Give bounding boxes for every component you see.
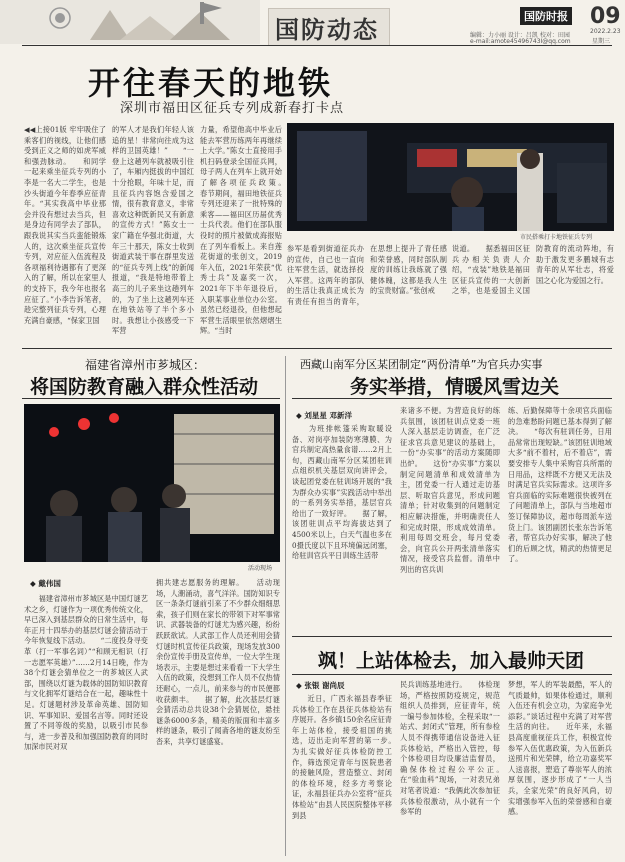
article4-rule [292,674,612,675]
byline-marker-icon: ◆ [30,579,39,588]
article1-photo [287,123,614,231]
lantern-photo-icon [24,404,280,562]
page-number: 09 [590,4,621,29]
article2-byline [30,578,61,589]
article1-col1: ◀◀上接01版 牢牢吸住了乘客们的视线，让他们感受到正义之师的如虎军威和强劲脉动。 和同学一起来乘坐征兵专列的小李是一名大二学生，也是沙头街道今年春季应征青年。“其实我高中毕业那会并没有想过去当兵，但是身边有同学去了部队，跟我说其实当兵蛮能锻炼人的，这次乘坐征兵宣传专列，对应征入伍流程及各项福利待遇都有了更深入的了解，所以在家里人的支持下，我今年也报名应征了。”小李告诉笔者，趁完整列征兵专列，心理充满自豪感，“保家卫国 [24,125,106,325]
byline-marker-icon: ◆ [296,681,305,690]
header-art-icon [0,0,260,44]
article4-byline-text: 张银 谢尚辰 [304,681,345,690]
article2-photo [24,404,280,562]
article3-col3: 练、后勤保障等十余项官兵面临的急难愁盼问题已基本得到了解决。 “每次有驻训任务，日用品常常出现短缺。”该团驻训地域大多“前不着村，后不着店”，需要安排专人集中采购官兵所需的日用品，这样既不方便又无法及时满足官兵实际需求。这项许多官兵面临的实际难题很快被列在了问题清单上，部队与当地超市签订保障协议，超市每周派车送货上门。该团副团长张东告诉笔者，帮官兵办好实事，解决了他们的后顾之忧，精武的热情更足了。 [508,406,612,564]
article2-col2: 拥共建志愿服务的理解。 活动现场，人潮涌动，喜气洋洋。国防知识专区一条条灯谜前引来了不少群众细细思索，孩子们则在家长的带领下对军事常识、武器装备的灯谜尤为感兴趣，纷纷跃跃欲试。人武部工作人员还利用会猜灯谜时机宣传征兵政策，现场发放300余份宣传手册及宣传单，一位大学生现场表示，主要是想过来看看一下大学生入伍的政策，没想到工作人员不仅热情还耐心，一点儿，前来参与的市民便都收获颇丰。 据了解，此次基层灯谜会猜活动总共设38个会猜展位，悬挂谜条6000多条，精美的版面和丰富多样的谜条，吸引了闻斋各地的谜友纷至沓来，共享灯谜盛宴。 [156,578,280,746]
article3-title: 务实举措，情暖风雪边关 [350,376,560,398]
byline-marker-icon: ◆ [296,411,305,420]
article1-col2: 的军人才是我们年轻人该追的星！非常向往成为这样的卫国英雄！” “一登上这趟列车就被吸引住了，车厢内挺拔的中国红十分抢眼，年味十足，而且征兵内容饱含爱国之情，很有教育意义，非常喜欢这种既新民又有新意的宣传方式！”陈女士一家广籍在华强北街道，大年三十那天，陈女士收到街道武装干事在群里发送的“征兵专列上线”的新闻报道，“我是特地带着上高三的儿子来坐这趟列车的，为了坐上这趟列车还在地铁站等了半个多小时。我想让小孩感受一下军营 [112,125,194,336]
article2-kicker: 福建省漳州市芗城区： [85,358,206,372]
article1-col3: 力量，希望他高中毕业后能去军营历练两年再继续上大学。”陈女士直接用手机扫码登录全国征兵网，母子两人在列车上就开始了解各项征兵政策。 春节期间，福田地铁征兵专列还迎来了一批特殊的乘客——福田区历届优秀士兵代表。他们在部队服役时的照片被做成海报贴在了列车看板上。来自莲花街道的张创文，2019年入伍，2021年荣获“优秀士兵”及嘉奖一次，2021年下半年退役后，入职某事业单位办公室。虽然已经退役，但他想起军营生活眼里依然熠熠生辉。“当时 [200,125,282,336]
article3-rule [292,398,612,399]
paper-logo: 国防时报 [520,7,572,25]
article2-title: 将国防教育融入群众性活动 [30,376,259,398]
article2-col1: 福建省漳州市芗城区是中国灯谜艺术之乡，灯谜作为一项优秀传统文化，早已深入到基层群众的日常生活中，每年正月十四举办的基层灯谜会猜活动于今年恢复线下活动。 “二度投身寻变革（打一军事名词）”“和顾无相识（打一志愿军英雄）”……2月14日晚，作为38个灯谜会猜单位之一的芗城区人武部，围绕以灯谜为载体的国防知识教育与文化拥军灯谜结合在一起，趣味性十足。灯谜题材涉及革命英雄、国防知识、军事知识、爱国名言等。同时还设置了不同等级的奖励，以吸引市民参与，进一步普及和加强国防教育的同时加深市民对双 [24,594,148,752]
article2-byline-text: 戴伟国 [38,579,61,588]
column-divider [285,356,286,856]
article1-subtitle: 深圳市福田区征兵专列成新春打卡点 [120,101,345,116]
article1-rule [22,348,612,349]
issue-date: 2022.2.23 [590,28,621,35]
article4-col2: 民兵训练基地进行。 体检现场，严格按照防疫规定，规范组织人员排到，应征青年，统一编号参加体检，全程采取“一站式、封闭式”管理，所有参检人员不得携带通信设备进入征兵体检站，严格出入管控，每个体检项目均设廉洁监督员，确保体检过程公平公正。 在“验血科”现场，一对表兄弟对笔者说道：“我俩此次参加征兵体检很激动，从小就有一个参军的 [400,680,500,817]
section-title: 国防动态 [275,16,379,44]
article3-col1: 为班排帐篷采购取暖设备、对岗亭加装防寒薄膜、为官兵制定高热量食谱……2月上旬，西藏山南军分区某团驻训点组织机关基层双向讲评会，谈起团党委在驻训场开展的“我为群众办实事”实践活动中举出的一系列务实举措，基层官兵给出了一致好评。 据了解，该团驻训点平均海拔达到了4500米以上，白天气温也多在0摄氏度以下且环境偏远闭塞，给驻训官兵平日训练生活带 [292,424,392,561]
editors-line: 编辑：力小丽 设计：吕凯 校对：田园 [470,32,570,39]
article1-col5: 说道。 据悉福田区征兵办相关负责人介绍，“戎装”地铁是福田区征兵宣传的一大创新之举，也是爱国主义国防教育的流动阵地，有助于激发更多鹏城有志青年的从军壮志，将爱国之心化为爱国之行。 [452,244,614,296]
article2-rule [22,398,280,399]
article3-bottom-rule [292,636,612,637]
article4-col1: 近日，广西永福县春季征兵体检工作在县征兵体检站有序展开。各乡镇150余名应征青年上站体检，接受祖国的挑选，迈出走向军营的第一步。 为扎实做好征兵体检防控工作，筛选预定青年与医院患者的接触风险，营造整立、封闭的体检环境，经多方考察论证，永福县征兵办公室将“征兵体检站”由县人民医院整体平移到县 [292,694,392,820]
article4-byline [296,680,345,691]
article2-photo-caption: 活动现场 [248,565,273,572]
article3-kicker: 西藏山南军分区某团制定“两份清单”为官兵办实事 [300,358,543,371]
article3-col2: 来诸多不便。为营造良好的练兵氛围，该团驻训点党委一班人深入基层走访调查，在广泛征求官兵意见建议的基础上，一份“办实事”的活动方案随即出炉。 这份“办实事”方案以制定问题清单和成效清单为主，团党委一行人通过走访基层、听取官兵意见，形成问题清单；针对收集到的问题制定相应解决措施，并明确责任人和完成时限，形成成效清单。利用每周交班会，每月党委会，向官兵公开两张清单落实情况，接受官兵监督。清单中列出的官兵训 [400,406,500,574]
subway-photo-icon [287,123,614,231]
article4-title: 飒！上站体检去，加入最帅天团 [318,650,585,672]
article1-col4: 参军是看到街道征兵办的宣传，自己也一直向往军营生活，就选择投入军营。这两年的部队的生活让我真正成长为有责任有担当的青年，在思想上提升了青任感和荣誉感，同时部队制度的训练让我练就了强健体魄，这都是我人生的宝贵财富。”张创戒 [287,244,447,306]
issue-weekday: 星期三 [592,38,611,45]
article1-title: 开往春天的地铁 [88,64,334,102]
article4-col3: 梦想，军人的军装最酷，军人的气质最帅，如果体检通过，顺利入伍还有机会立功，为家庭争光添彩。”谈话过程中充满了对军营生活的向往。 近年来，永福县高度重视征兵工作，积极宣传参军入伍优惠政策，为入伍新兵送照片和光荣牌，给立功嘉奖军人送喜报，塑造了尊崇军人的浓厚氛围，逐步形成了“一人当兵，全家光荣”的良好风尚，切实增强参军入伍的荣誉感和自豪感。 [508,680,612,817]
article1-photo-caption: 市民搭乘打卡地铁征兵专列 [520,234,593,241]
email-line: e-mail:amote45496743I@qq.com [470,38,571,45]
article3-byline [296,410,352,421]
article3-byline-text: 刘星星 邓新洋 [304,411,353,420]
header-rule [22,45,612,46]
